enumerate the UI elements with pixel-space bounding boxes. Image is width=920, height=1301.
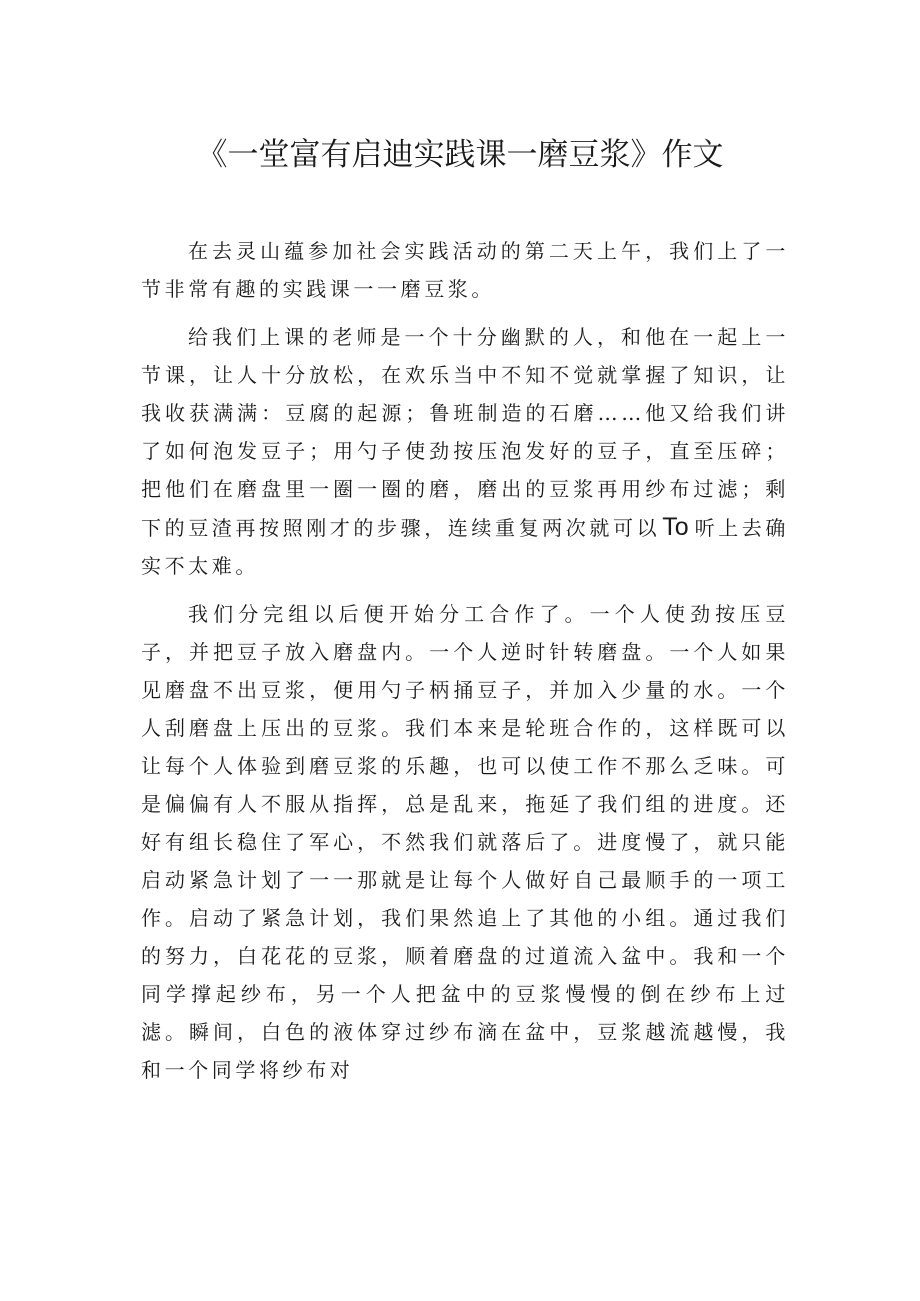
- paragraph-teamwork: 我们分完组以后便开始分工合作了。一个人使劲按压豆子，并把豆子放入磨盘内。一个人逆时针转磨盘。一个人如果见磨盘不出豆浆，便用勺子柄捅豆子，并加入少量的水。一个人刮磨盘上压出的豆浆。我们本来是轮班合作的，这样既可以让每个人体验到磨豆浆的乐趣，也可以使工作不那么乏味。可是偏偏有人不服从指挥，总是乱来，拖延了我们组的进度。还好有组长稳住了军心，不然我们就落后了。进度慢了，就只能启动紧急计划了一一那就是让每个人做好自己最顺手的一项工作。启动了紧急计划，我们果然追上了其他的小组。通过我们的努力，白花花的豆浆，顺着磨盘的过道流入盆中。我和一个同学撑起纱布，另一个人把盆中的豆浆慢慢的倒在纱布上过滤。瞬间，白色的液体穿过纱布滴在盆中，豆浆越流越慢，我和一个同学将纱布对: [141, 602, 789, 1082]
- paragraph-intro: 在去灵山蕴参加社会实践活动的第二天上午，我们上了一节非常有趣的实践课一一磨豆浆。: [141, 239, 789, 301]
- document-title: 《一堂富有启迪实践课一磨豆浆》作文: [196, 137, 724, 173]
- paragraph-teacher-emphasis: To: [662, 513, 689, 541]
- paragraph-teacher-text: 给我们上课的老师是一个十分幽默的人，和他在一起上一节课，让人十分放松，在欢乐当中不知不觉就掌握了知识，让我收获满满：豆腐的起源；鲁班制造的石磨……他又给我们讲了如何泡发豆子；用勺子使劲按压泡发好的豆子，直至压碎；把他们在磨盘里一圈一圈的磨，磨出的豆浆再用纱布过滤；剩下的豆渣再按照刚才的步骤，连续重复两次就可以: [141, 325, 789, 540]
- document-body: [141, 232, 789, 1099]
- paragraph-teacher-tail: 听上去确实不太难。: [141, 516, 790, 578]
- paragraph-teacher: [141, 318, 789, 585]
